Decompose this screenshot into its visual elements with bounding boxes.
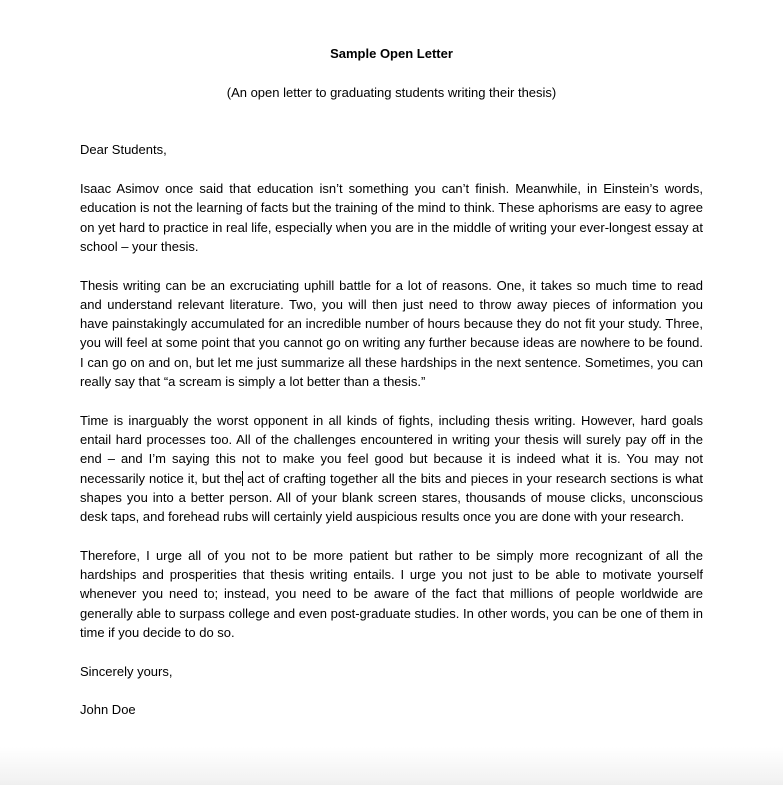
- letter-paragraph-4[interactable]: Therefore, I urge all of you not to be more patient but rather to be simply more recognizant of all the hardships and prosperities that thesis writing entails. I urge you not just to be able to motivate yourself whenever you need to; instead, you need to be aware of the fact that millions of people worldwide are generally able to surpass college and even post-graduate studies. In other words, you can be one of them in time if you decide to do so.: [80, 547, 703, 640]
- letter-title[interactable]: Sample Open Letter: [330, 46, 453, 61]
- letter-salutation[interactable]: Dear Students,: [80, 142, 167, 158]
- letter-subtitle[interactable]: (An open letter to graduating students writing their thesis): [226, 84, 557, 100]
- letter-paragraph-2[interactable]: Thesis writing can be an excruciating uphill battle for a lot of reasons. One, it takes so much time to read and understand relevant literature. Two, you will then just need to throw away pieces of information you have painstakingly accumulated for an incredible number of hours because they do not fit your study. Three, you will feel at some point that you cannot go on writing any further because ideas are nowhere to be found. I can go on and on, but let me just summarize all these hardships in the next sentence. Sometimes, you can really say that “a scream is simply a lot better than a thesis.”: [80, 277, 703, 390]
- letter-paragraph-1[interactable]: Isaac Asimov once said that education isn’t something you can’t finish. Meanwhile, in Einstein’s words, education is not the learning of facts but the training of the mind to think. These aphorisms are easy to agree on yet hard to practice in real life, especially when you are in the middle of writing your ever-longest essay at school – your thesis.: [80, 181, 703, 254]
- paragraph-3-text-after-caret: act of crafting together all the bits and pieces in your research sections is what shapes you into a better person. All of your blank screen stares, thousands of mouse clicks, unconscious desk taps, and forehead rubs will certainly yield auspicious results once you are done with your research.: [80, 470, 703, 525]
- letter-paragraph-3[interactable]: [80, 411, 703, 527]
- letter-closing[interactable]: Sincerely yours,: [80, 663, 173, 679]
- paragraph-3-text-before-caret: Time is inarguably the worst opponent in all kinds of fights, including thesis writing. However, hard goals entail hard processes too. All of the challenges encountered in writing your thesis will surely pay off in the end – and I’m saying this not to make you feel good but because it is indeed what it is. You may not necessarily notice it, but the: [80, 412, 703, 486]
- page-bottom-shadow: [0, 747, 783, 785]
- letter-signature[interactable]: John Doe: [80, 702, 136, 718]
